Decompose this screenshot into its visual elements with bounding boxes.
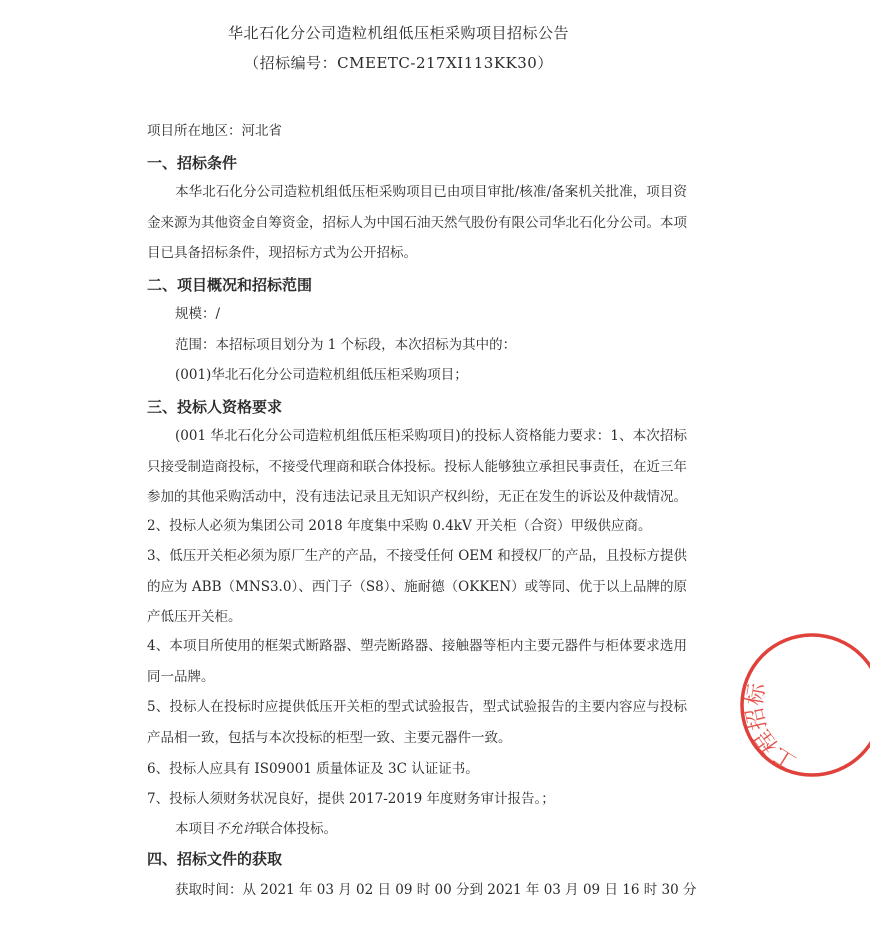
requirement-1-text: (001 华北石化分公司造粒机组低压柜采购项目)的投标人资格能力要求：1、本次招标只接受制造商投标，不接受代理商和联合体投标。投标人能够独立承担民事责任，在近三年参加的其他采购活动中，没有违法记录且无知识产权纠纷，无正在发生的诉讼及仲裁情况。 <box>147 428 687 505</box>
project-lot: (001)华北石化分公司造粒机组低压柜采购项目； <box>175 367 468 383</box>
tender-number: （招标编号：CMEETC-217XI113KK30） <box>244 54 553 72</box>
requirement-5: 5、投标人在投标时应提供低压开关柜的型式试验报告，型式试验报告的主要内容应与投标产品相一致，包括与本次投标的柜型一致、主要元器件一致。 <box>147 699 687 746</box>
section-4-heading: 四、招标文件的获取 <box>147 850 283 868</box>
joint-bid-emphasis: 不允许 <box>215 821 256 837</box>
project-scale: 规模：/ <box>175 306 221 322</box>
requirement-4: 4、本项目所使用的框架式断路器、塑壳断路器、接触器等柜内主要元器件与柜体要求选用同一品牌。 <box>147 638 687 685</box>
seal-text: 工程招标 <box>742 681 801 775</box>
section-1-paragraph <box>147 177 687 269</box>
document-title: 华北石化分公司造粒机组低压柜采购项目招标公告 <box>227 24 569 42</box>
project-scope: 范围：本招标项目划分为 1 个标段，本次招标为其中的： <box>175 337 517 353</box>
acquisition-time: 获取时间：从 2021 年 03 月 02 日 09 时 00 分到 2021 年 03 月 09 日 16 时 30 分 <box>175 882 697 898</box>
requirement-3: 3、低压开关柜必须为原厂生产的产品，不接受任何 OEM 和授权厂的产品，且投标方提供的应为 ABB（MNS3.0）、西门子（S8）、施耐德（OKKEN）或等同、优于以上品牌的原产低压开关柜。 <box>147 548 687 625</box>
section-2-heading: 二、项目概况和招标范围 <box>147 276 313 294</box>
requirement-1 <box>147 421 687 513</box>
requirement-7: 7、投标人须财务状况良好，提供 2017-2019 年度财务审计报告。； <box>147 791 555 807</box>
section-1-heading: 一、招标条件 <box>147 154 238 172</box>
official-seal-stamp <box>740 630 870 780</box>
project-location: 项目所在地区：河北省 <box>147 123 282 139</box>
section-3-heading: 三、投标人资格要求 <box>147 398 283 416</box>
joint-bid-note: 本项目不允许联合体投标。 <box>175 821 337 837</box>
requirement-6: 6、投标人应具有 IS09001 质量体证及 3C 认证证书。 <box>147 761 479 777</box>
requirement-2: 2、投标人必须为集团公司 2018 年度集中采购 0.4kV 开关柜（合资）甲级供应商。 <box>147 518 652 534</box>
section-1-text: 本华北石化分公司造粒机组低压柜采购项目已由项目审批/核准/备案机关批准，项目资金来源为其他资金自筹资金，招标人为中国石油天然气股份有限公司华北石化分公司。本项目已具备招标条件，现招标方式为公开招标。 <box>147 184 687 261</box>
